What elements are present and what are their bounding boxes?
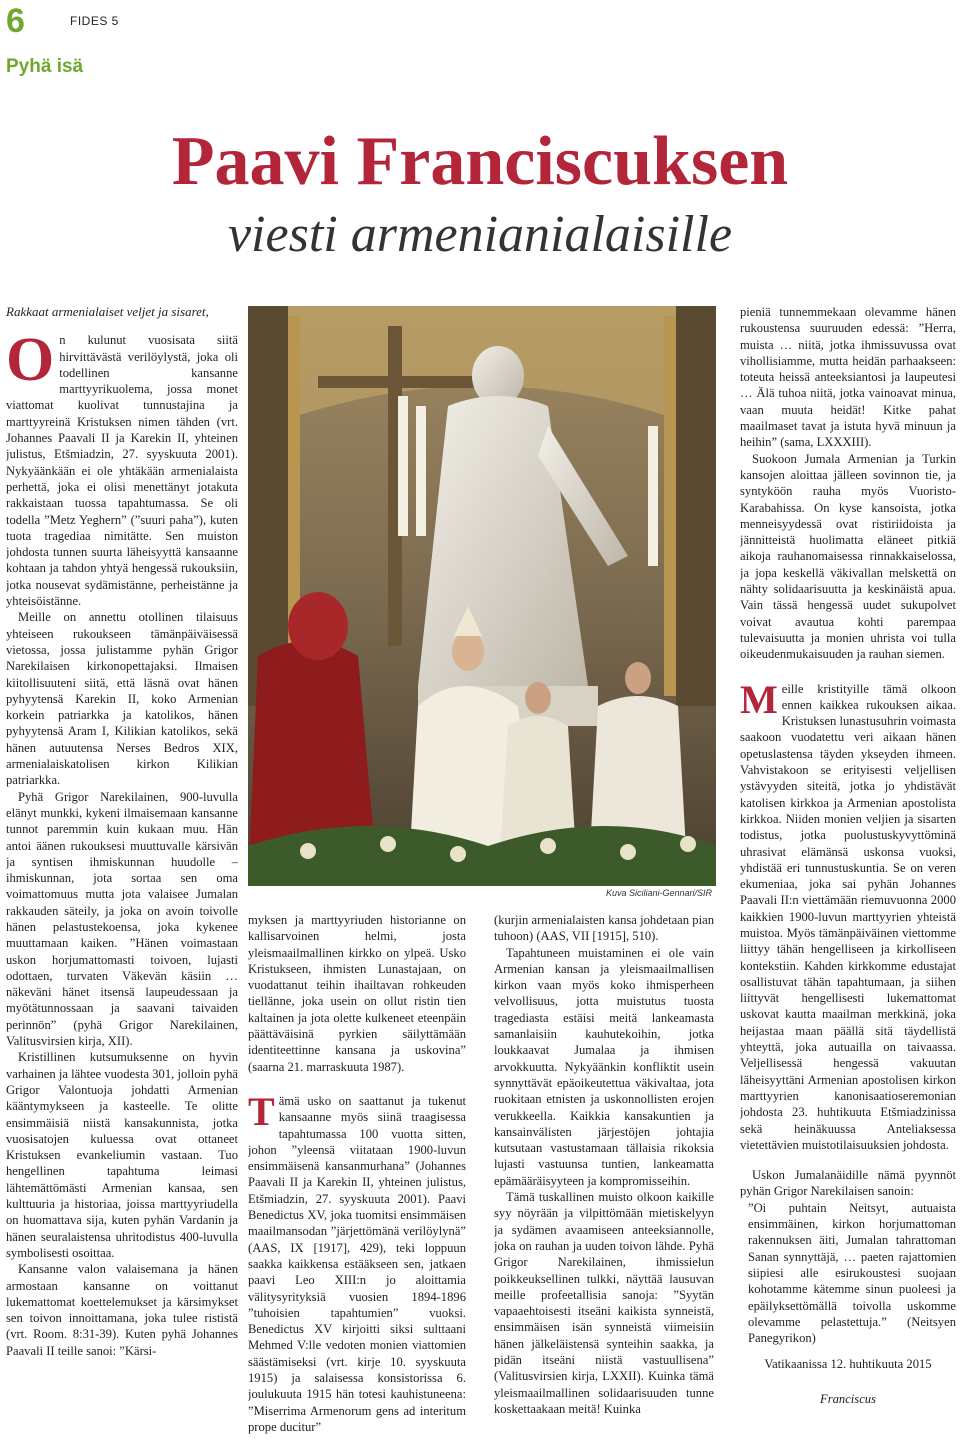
paragraph: Kristillinen kutsumuksenne on hyvin varhainen ja lähtee vuodesta 301, jolloin pyhä Grigor Valontuoja johdatti Armenian kääntymykseen ja kasteelle. Te olitte ensimmäisiä niistä kansakunnista, jotka vuosisatojen kuluessa ovat ottaneet Kristuksen evankeliumin vastaan. Tuo hengellinen tapahtuma leimasi lähtemättömästi Armenian kansaa, sen kulttuuria ja historiaa, joissa marttyyriudella on huomattava sija, kuten pyhän Vardanin ja hänen seuralaistensa uhritodistus 400-luvulla symbolisesti osoittaa. bbox=[6, 1050, 238, 1260]
paragraph: Meille on annettu otollinen tilaisuus yhteiseen rukoukseen tämänpäiväisessä vietossa, jossa julistamme pyhän Grigor Narekilaisen kirkonopettajaksi. Ilmaisen kiitollisuuteni siitä, että läsnä ovat hänen pyhyytensä Karekin II, koko Armenian korkein patriarkka ja katolikos, hänen pyhyytensä Aram I, Kilikian katolikos, sekä hänen autuutensa Nerses Bedros XIX, armenialaiskatolisen kirkon Kilikian patriarkka. bbox=[6, 610, 238, 788]
letter-signature: Franciscus bbox=[820, 1391, 876, 1406]
paragraph: Tämä usko on saattanut ja tukenut kansaanne myös siinä traagisessa tapahtumassa 100 vuotta sitten, johon ”yleensä viitataan 1900-luvun ensimmäisenä kansanmurhana” (Johannes Paavali II ja Karekin II, yhteinen julistus, Etšmiadzin, 27. syyskuuta 2001). Paavi Benedictus XV, joka tuomitsi ensimmäisen maailmansodan ”järjettömänä verilöylynä” (AAS, IX [1917], 429), teki loppuun saakka kaikkensa estääkseen sen, jatkaen paavi Leo XIII:n jo aloittamia välitysyrityksiä vuosien 1894-1896 ”tuhoisien tapahtumien” vuoksi. Benedictus XV kirjoitti siksi sulttaani Mehmed V:lle vedoten monien viattomien säästämiseksi (vrt. kirje 10. syyskuuta 1915) ja salaisessa konsistorissa 6. joulukuuta 1915 hän totesi kauhistuneena: ”Miserrima Armenorum gens ad interitum prope ducitur” bbox=[248, 1088, 466, 1434]
paragraph: myksen ja marttyyriuden historianne on kallisarvoinen helmi, josta yleismaailmallinen kirkko on ylpeä. Usko Kristukseen, ihmisten Lunastajaan, on vuodattanut teihin ihailtavan rohkeuden tiellänne, joka usein on ollut ristin tien kaltainen ja jota olette kulkeneet eteenpäin päättäväisinä pyrkien säilyttämään identiteettinne kansana ja uskovina” (saarna 21. marraskuuta 1987). bbox=[248, 913, 466, 1074]
article-column-3 bbox=[494, 912, 714, 1440]
headline-line-2: viesti armenianialaisille bbox=[227, 206, 733, 263]
paragraph: Tämä tuskallinen muisto olkoon kaikille syy nöyrään ja vilpittömään mietiskelyyn ja sydämen avaamiseen anteeksiannolle, joka on rauhan ja uuden toivon lähde. Pyhä Grigor Narekilainen, ihmissielun poikkeuksellinen tulkki, näyttää lausuvan meille profeetallisia sanoja: ”Syytän vapaaehtoisesti itseäni kaikista synneistä, ensimmäisen isän synneistä viimeisiin hänen jälkeläistensä synteihin saakka, ja pidän itseäni niistä vastuullisena” (Valitusvirsien kirja, LXXII). Kuinka tämä yleismaailmallinen solidaarisuuden tunne koskettaakaan meitä! Kuinka bbox=[494, 1190, 714, 1416]
paragraph: On kulunut vuosisata siitä hirvittävästä verilöylystä, joka oli todellinen kansanne marttyyrikuolema, jossa monet viattomat kuolivat tunnustajina ja marttyyreinä Kristuksen nimen tähden (vrt. Johannes Paavali II ja Karekin II, yhteinen julistus, Etšmiadzin, 27. syyskuuta 2001). Nykyäänkään ei ole yhtäkään armenialaista perhettä, joka ei olisi menettänyt jotakuta rakkaistaan tuossa tapahtumassa. Se oli todella ”Metz Yeghern” (”suuri paha”), kuten tuota tragediaa nimitätte. Sen muiston johdosta tunnen suurta läheisyyttä kansaanne kohtaan ja tahdon yhtyä hengessä rukouksiin, jotka nousevat sydämistänne, perheistänne ja yhteisöistänne. bbox=[6, 326, 238, 609]
photo-illustration bbox=[248, 306, 716, 886]
paragraph: (kurjin armenialaisten kansa johdetaan pian tuhoon) (AAS, VII [1915], 510). bbox=[494, 913, 714, 944]
article-column-4 bbox=[740, 304, 956, 1440]
paragraph: Kansanne valon valaisemana ja hänen armostaan kansanne on voittanut lukemattomat koettelemukset ja kärsimykset sen toivon innoittamana, joka tulee rististä (vrt. Room. 8:31-39). Kuten pyhä Johannes Paavali II teille sanoi: ”Kärsi- bbox=[6, 1262, 238, 1358]
article-column-2 bbox=[248, 912, 466, 1440]
letter-date: Vatikaanissa 12. huhtikuuta 2015 bbox=[764, 1357, 932, 1372]
headline-line-1: Paavi Franciscuksen bbox=[171, 123, 789, 200]
page-number: 6 bbox=[6, 2, 25, 40]
paragraph: Tapahtuneen muistaminen ei ole vain Armenian kansan ja yleismaailmallisen kirkon vaan myös koko ihmisperheen velvollisuus, jotta muistutus tuosta tragediasta estäisi meitä lankeamasta samanlaisiin kauhutekoihin, jotka loukkaavat Jumalaa ja ihmisen arvokkuutta. Nykyäänkin konfliktit usein synnyttävät epäoikeutettua väkivaltaa, jota ruokitaan etnisten ja uskonnollisten erojen verukkeella. Kaikkia kansakuntien ja kansainvälisten järjestöjen johtajia kutsutaan vastustamaan tällaisia rikoksia lujasti vastuunsa tuntien, lankeamatta epämääräisyyteen ja kompromisseihin. bbox=[494, 945, 714, 1188]
drop-cap: T bbox=[248, 1088, 275, 1134]
prayer-quote: ”Oi puhtain Neitsyt, autuaista ensimmäinen, kirkon horjumattoman rakennuksen äiti, Jumalan tahrattoman Sanan synnyttäjä, … paeten rajattomien siipiesi alle esirukoustesi suojaan kohotamme kätemme sinun puoleesi ja epäilyksettömällä toivolla uskomme olevamme pelastettuja.” (Neitsyen Panegyrikon) bbox=[748, 1200, 956, 1346]
article-column-1 bbox=[6, 304, 238, 1440]
drop-cap: O bbox=[6, 326, 55, 395]
publication-name: FIDES 5 bbox=[70, 14, 119, 28]
letter-greeting: Rakkaat armenialaiset veljet ja sisaret, bbox=[6, 304, 209, 319]
drop-cap: M bbox=[740, 676, 778, 722]
paragraph: Meille kristityille tämä olkoon ennen kaikkea rukouksen aikaa. Kristuksen lunastusuhrin voimasta saakoon vuodatettu veri aikaan hänen opetuslastensa täyden ykseyden ihmeen. Vahvistakoon se erityisesti veljellisen ystävyyden siteitä, jotka jo yhdistävät katolisen kirkkoa ja Armenian apostolista kirkkoa. Niiden monien veljien ja sisarten todistus, jotka puolustuskyvyttöminä uhrasivat elämänsä uskonsa vuoksi, yhdistää eri tunnustuskuntia. Se on veren ekumeniaa, joka sai pyhän Johannes Paavali II:n viettämään riemuvuonna 2000 kaikkien 1900-luvun marttyyrien yhteistä muistoa. Myös tämänpäiväinen viettomme liittyy tähän hengelliseen ja kirkolliseen kontekstiin. Kahden kirkkomme edustajat osallistuvat tähän tapahtumaan, ja siihen liittyvät hengellisesti lukemattomat uskovat kautta maailman merkkinä, joka heijastaa maan päällä sitä täydellistä yhteyttä, joka autuailla on taivaassa. Veljellisessä hengessä vakuutan läheisyyttäni Armenian apostolisen kirkon marttyyrien kanonisaatioseremonian johdosta 23. huhtikuuta Etšmiadzinissa sekä heinäkuussa Anteliaksessa vietettävien muistotilaisuuksien johdosta. bbox=[740, 676, 956, 1152]
paragraph: Pyhä Grigor Narekilainen, 900-luvulla elänyt munkki, kykeni ilmaisemaan kansanne tunnot paremmin kuin kukaan muu. Hän antoi äänen rukouksesi muuttuvalle kärsivän ja syntisen ihmiskunnan huudolle – ihmiskunnan, jota sortaa sen oma voimattomuus mutta jota valaisee Jumalan rakkauden säteily, ja joka on avoin toivolle hänen pelastustekoensa, joka kykenee muuttamaan kaiken. ”Hänen voimastaan uskon horjumattomasti toivoen, lujasti odottaen, turvaten Väkevän käsiin … näkeväni hänet itsensä laupeudessaan ja myötätunnossaan ja saavani taivaiden perinnön” (pyhä Grigor Narekilainen, Valitusvirsien kirja, XII). bbox=[6, 789, 238, 1049]
paragraph: pieniä tunnemmekaan olevamme hänen rukoustensa suuruuden edessä: ”Herra, muista … niitä, jotka ihmissuvussa ovat vihollisiamme, mutta heidän parhaakseen: toteuta heissä anteeksiantosi ja laupeutesi … Älä tuhoa niitä, jotka vainoavat minua, vaan muuta heidät! Kitke pahat maailmaset tavat ja istuta hyvä minuun ja heihin” (sama, LXXXIII). bbox=[740, 305, 956, 450]
section-title: Pyhä isä bbox=[6, 56, 84, 77]
paragraph: Suokoon Jumala Armenian ja Turkin kansojen aloittaa jälleen sovinnon tie, ja syntyköön rauha myös Vuoristo-Karabahissa. On kyse kansoista, jotka menneisyydessä ovat ristiriidoista ja jännitteistä huolimatta eläneet pitkiä aikoja rauhanomaisessa rinnakkaiselossa, ja jopa keskellä väkivallan melskettä on nähty solidaarisuutta ja keskinäistä apua. Vain tässä hengessä uudet sukupolvet voivat avautua kohti parempaa tulevaisuutta ja monien uhrista voi tulla oikeudenmukaisuuden ja rauhan siemen. bbox=[740, 451, 956, 662]
basilica-photo bbox=[248, 306, 716, 886]
photo-credit: Kuva Siciliani-Gennari/SIR bbox=[605, 888, 712, 898]
paragraph: Uskon Jumalanäidille nämä pyynnöt pyhän Grigor Narekilaisen sanoin: bbox=[740, 1168, 956, 1199]
